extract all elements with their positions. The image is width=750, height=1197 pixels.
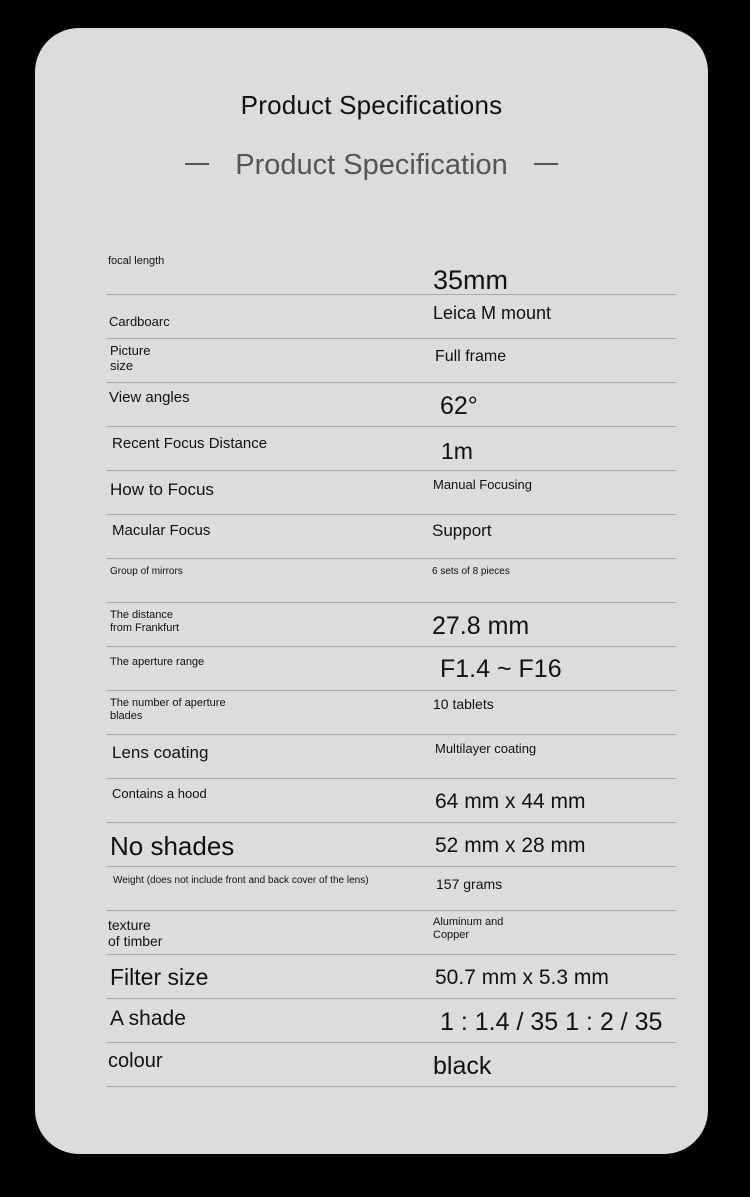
spec-value: Leica M mount — [433, 303, 552, 323]
spec-label: Lens coating — [112, 743, 209, 762]
spec-card — [35, 28, 708, 1154]
left-dash-icon — [185, 163, 209, 165]
spec-row-flange-distance — [107, 602, 676, 647]
spec-label: Cardboarc — [109, 314, 170, 329]
spec-row-macular-focus — [107, 514, 676, 559]
spec-label: Weight (does not include front and back cover of the lens) — [113, 875, 369, 886]
spec-row-mount — [107, 294, 676, 339]
spec-row-how-to-focus — [107, 470, 676, 515]
spec-label: Contains a hood — [112, 786, 207, 801]
spec-value: 62° — [440, 392, 478, 420]
spec-label: The aperture range — [110, 656, 205, 668]
spec-label: How to Focus — [110, 480, 214, 499]
spec-value: 27.8 mm — [432, 612, 530, 640]
spec-label: Group of mirrors — [110, 566, 183, 577]
spec-row-a-shade — [107, 998, 676, 1043]
page-title: Product Specifications — [240, 90, 503, 120]
spec-row-weight — [107, 866, 676, 911]
spec-label: View angles — [109, 389, 190, 406]
spec-row-picture-size — [107, 338, 676, 383]
right-dash-icon — [534, 163, 558, 165]
spec-row-aperture-range — [107, 646, 676, 691]
spec-value: 1 : 1.4 / 35 1 : 2 / 35 — [440, 1008, 663, 1036]
spec-value: 1m — [441, 438, 473, 464]
spec-value: Support — [432, 521, 492, 540]
spec-label: focal length — [108, 255, 165, 267]
spec-row-focus-distance — [107, 426, 676, 471]
spec-row-focal-length — [107, 250, 676, 295]
spec-row-contains-hood — [107, 778, 676, 823]
spec-row-colour — [107, 1042, 676, 1087]
section-subtitle — [35, 149, 708, 182]
spec-label: Recent Focus Distance — [112, 435, 268, 452]
spec-value: Aluminum and Copper — [433, 916, 504, 941]
spec-value: Multilayer coating — [435, 741, 537, 756]
spec-value: F1.4 ~ F16 — [440, 655, 562, 683]
spec-row-texture — [107, 910, 676, 955]
spec-label: No shades — [110, 831, 235, 861]
spec-value: 52 mm x 28 mm — [435, 834, 586, 857]
spec-value: Manual Focusing — [433, 477, 532, 492]
spec-value: 50.7 mm x 5.3 mm — [435, 966, 609, 989]
spec-label: texture of timber — [108, 917, 163, 950]
spec-value: 10 tablets — [433, 696, 494, 712]
spec-label: The number of aperture blades — [110, 697, 226, 722]
spec-value: black — [433, 1052, 492, 1080]
spec-label: A shade — [110, 1007, 186, 1030]
spec-row-aperture-blades — [107, 690, 676, 735]
spec-label: Filter size — [110, 964, 209, 990]
spec-row-group-of-mirrors — [107, 558, 676, 603]
spec-value: Full frame — [435, 348, 507, 365]
spec-row-lens-coating — [107, 734, 676, 779]
spec-label: colour — [108, 1050, 163, 1072]
spec-value: 64 mm x 44 mm — [435, 790, 586, 813]
spec-label: Macular Focus — [112, 522, 211, 539]
spec-row-filter-size — [107, 954, 676, 999]
section-subtitle-text: Product Specification — [235, 149, 508, 181]
spec-value: 157 grams — [436, 876, 503, 892]
spec-label: The distance from Frankfurt — [110, 609, 180, 634]
spec-row-no-shades — [107, 822, 676, 867]
spec-value: 6 sets of 8 pieces — [432, 566, 510, 577]
spec-row-view-angles — [107, 382, 676, 427]
spec-label: Picture size — [110, 343, 151, 373]
spec-value: 35mm — [433, 265, 509, 295]
